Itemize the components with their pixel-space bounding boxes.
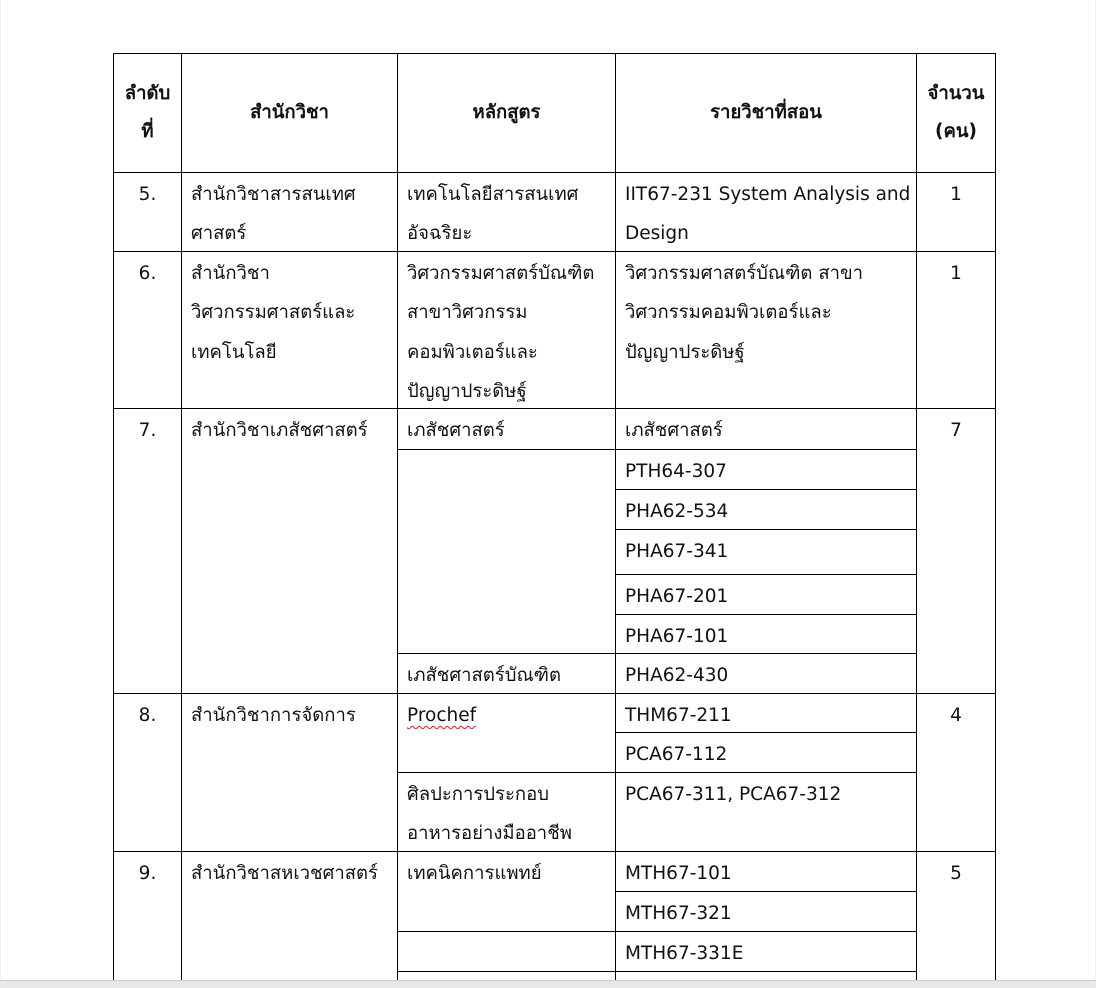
row9-count xyxy=(916,851,996,980)
row5-program-line2: อัจฉริยะ xyxy=(407,223,473,245)
row5-office-line2: ศาสตร์ xyxy=(191,223,247,245)
row9-course-3-text: MTH67-331E xyxy=(625,943,744,964)
row9-program-1-text: เทคนิคการแพทย์ xyxy=(407,863,542,884)
row8-course-2-text: PCA67-112 xyxy=(625,744,728,765)
row8-no-text: 8. xyxy=(138,705,157,726)
row5-course-line2: Design xyxy=(625,223,689,245)
row7-office xyxy=(181,408,398,694)
row8-count-text: 4 xyxy=(950,705,962,726)
header-office-label: สำนักวิชา xyxy=(250,102,329,123)
row7-program-1 xyxy=(397,408,616,450)
row5-no xyxy=(113,172,182,252)
document-page xyxy=(1,0,1095,980)
row9-course-2 xyxy=(615,891,917,932)
row7-course-2 xyxy=(615,449,917,490)
row7-no-text: 7. xyxy=(138,420,157,441)
row8-program-2-line2: อาหารอย่างมืออาชีพ xyxy=(407,823,572,845)
header-count-line2: (คน) xyxy=(935,121,977,142)
row9-program-2 xyxy=(397,931,616,972)
row7-course-5 xyxy=(615,574,917,615)
row6-course-line3: ปัญญาประดิษฐ์ xyxy=(625,341,745,363)
row5-program xyxy=(397,172,616,252)
row9-office-text: สำนักวิชาสหเวชศาสตร์ xyxy=(191,863,378,884)
row9-program-1 xyxy=(397,851,616,932)
row7-program-2 xyxy=(397,449,616,654)
row6-no xyxy=(113,251,182,409)
row6-office-line3: เทคโนโลยี xyxy=(191,341,277,363)
row7-no xyxy=(113,408,182,694)
header-office xyxy=(181,53,398,173)
row8-course-1-text: THM67-211 xyxy=(625,705,732,726)
row9-office xyxy=(181,851,398,980)
header-count-line1: จำนวน xyxy=(927,83,985,104)
row6-program-line2: สาขาวิศวกรรม xyxy=(407,302,528,324)
row7-course-6 xyxy=(615,614,917,654)
row6-program-line3: คอมพิวเตอร์และ xyxy=(407,341,538,363)
row8-program-1 xyxy=(397,693,616,773)
row9-course-2-text: MTH67-321 xyxy=(625,903,732,924)
row7-course-3 xyxy=(615,489,917,530)
row7-course-5-text: PHA67-201 xyxy=(625,586,729,607)
row9-no-text: 9. xyxy=(138,863,157,884)
row6-course xyxy=(615,251,917,409)
row8-course-1 xyxy=(615,693,917,733)
row7-course-6-text: PHA67-101 xyxy=(625,626,729,647)
row7-program-3 xyxy=(397,653,616,694)
row7-course-1-text: เภสัชศาสตร์ xyxy=(625,420,723,441)
row5-count-text: 1 xyxy=(950,184,962,205)
row9-count-text: 5 xyxy=(950,863,962,884)
row5-program-line1: เทคโนโลยีสารสนเทศ xyxy=(407,184,579,205)
row8-no xyxy=(113,693,182,852)
row6-course-line1: วิศวกรรมศาสตร์บัณฑิต สาขา xyxy=(625,263,864,284)
row7-count-text: 7 xyxy=(950,420,962,441)
row7-course-4-text: PHA67-341 xyxy=(625,541,729,562)
window-bottom-edge xyxy=(0,980,1096,988)
header-course-label: รายวิชาที่สอน xyxy=(710,102,822,123)
row7-office-text: สำนักวิชาเภสัชศาสตร์ xyxy=(191,420,368,441)
row9-course-1-text: MTH67-101 xyxy=(625,863,732,884)
row7-program-3-text: เภสัชศาสตร์บัณฑิต xyxy=(407,665,562,686)
row6-course-line2: วิศวกรรมคอมพิวเตอร์และ xyxy=(625,302,832,324)
row7-course-4 xyxy=(615,529,917,575)
row6-program-line4: ปัญญาประดิษฐ์ xyxy=(407,381,527,403)
row5-office-line1: สำนักวิชาสารสนเทศ xyxy=(191,184,356,205)
header-program xyxy=(397,53,616,173)
row8-course-2 xyxy=(615,732,917,773)
row7-program-1-text: เภสัชศาสตร์ xyxy=(407,420,505,441)
row6-no-text: 6. xyxy=(138,263,157,284)
row6-count-text: 1 xyxy=(950,263,962,284)
row7-course-1 xyxy=(615,408,917,450)
header-order-line2: ที่ xyxy=(141,121,154,142)
row8-course-3-text: PCA67-311, PCA67-312 xyxy=(625,784,842,805)
row6-office-line1: สำนักวิชา xyxy=(191,263,270,284)
row6-office-line2: วิศวกรรมศาสตร์และ xyxy=(191,302,356,324)
row9-course-1 xyxy=(615,851,917,892)
row6-office xyxy=(181,251,398,409)
row8-count xyxy=(916,693,996,852)
row5-course-line1: IIT67-231 System Analysis and xyxy=(625,184,911,205)
row6-program-line1: วิศวกรรมศาสตร์บัณฑิต xyxy=(407,263,595,284)
row8-program-2-line1: ศิลปะการประกอบ xyxy=(407,784,549,805)
row5-no-text: 5. xyxy=(138,184,157,205)
row5-office xyxy=(181,172,398,252)
row7-course-7-text: PHA62-430 xyxy=(625,665,729,686)
header-count xyxy=(916,53,996,173)
row7-count xyxy=(916,408,996,694)
header-order-line1: ลำดับ xyxy=(124,83,171,104)
row9-course-3 xyxy=(615,931,917,972)
row8-program-1-text: Prochef xyxy=(407,705,477,726)
row5-course xyxy=(615,172,917,252)
header-program-label: หลักสูตร xyxy=(472,102,541,123)
row8-course-3 xyxy=(615,772,917,852)
row6-count xyxy=(916,251,996,409)
row5-count xyxy=(916,172,996,252)
row9-no xyxy=(113,851,182,980)
header-course xyxy=(615,53,917,173)
row7-course-2-text: PTH64-307 xyxy=(625,461,727,482)
row8-office-text: สำนักวิชาการจัดการ xyxy=(191,705,356,726)
row9-program-3 xyxy=(397,971,616,980)
header-order xyxy=(113,53,182,173)
row8-office xyxy=(181,693,398,852)
row8-program-2 xyxy=(397,772,616,852)
row6-program xyxy=(397,251,616,409)
row7-course-3-text: PHA62-534 xyxy=(625,501,729,522)
row9-course-4 xyxy=(615,971,917,980)
row7-course-7 xyxy=(615,653,917,694)
